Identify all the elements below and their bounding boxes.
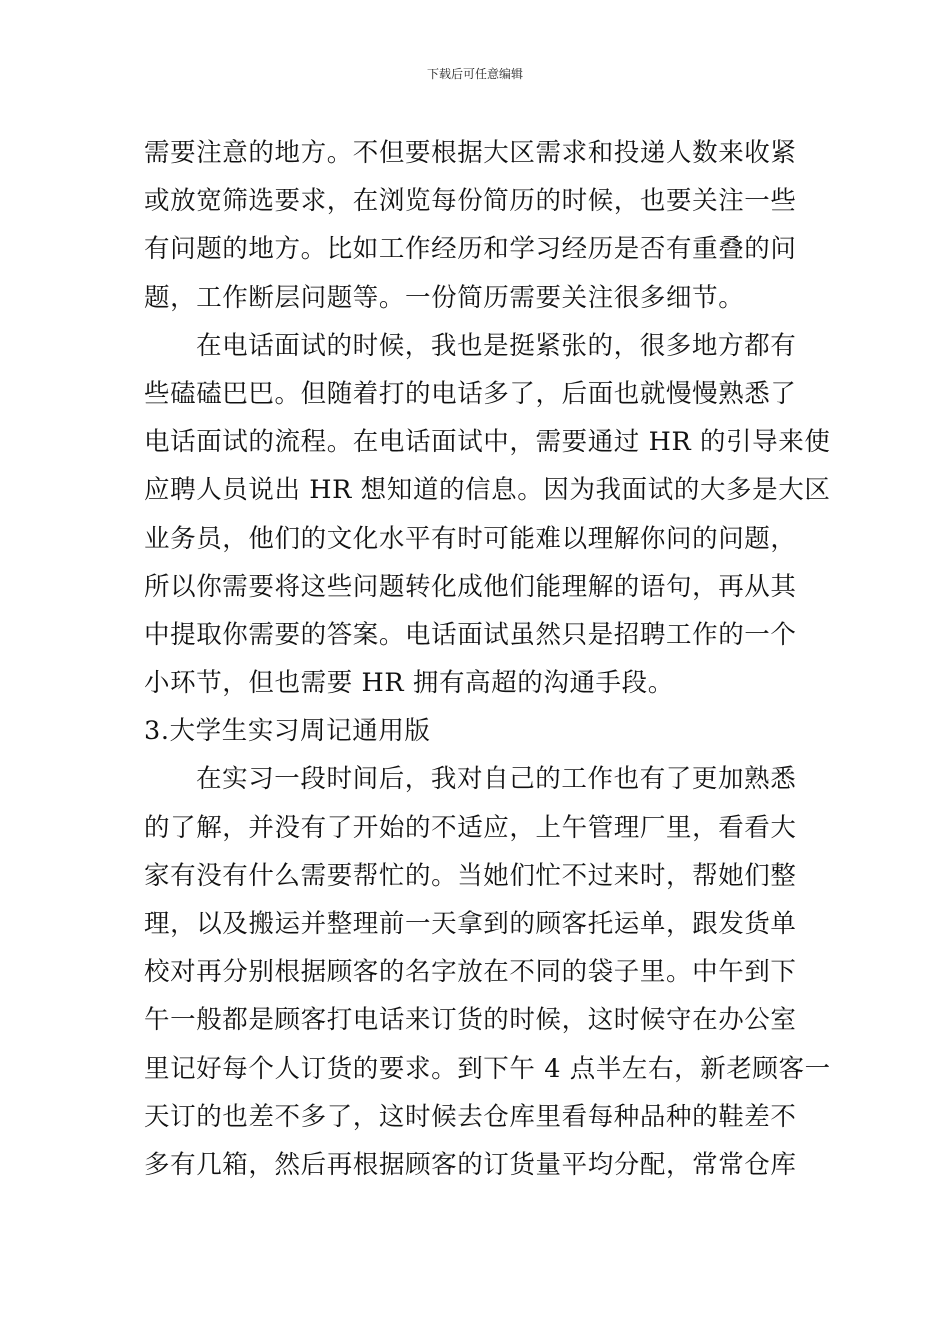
paragraph-line: 家有没有什么需要帮忙的。当她们忙不过来时，帮她们整	[144, 860, 797, 891]
paragraph-line: 或放宽筛选要求，在浏览每份简历的时候，也要关注一些	[144, 186, 797, 217]
paragraph-line: 应聘人员说出 HR 想知道的信息。因为我面试的大多是大区	[144, 475, 831, 506]
paragraph-line: 需要注意的地方。不但要根据大区需求和投递人数来收紧	[144, 138, 797, 168]
document-body	[144, 129, 831, 1189]
paragraph-line: 些磕磕巴巴。但随着打的电话多了，后面也就慢慢熟悉了	[144, 378, 797, 409]
paragraph-line: 的了解，并没有了开始的不适应，上午管理厂里，看看大	[144, 812, 797, 843]
page-header: 下载后可任意编辑	[426, 67, 523, 81]
paragraph-line: 多有几箱，然后再根据顾客的订货量平均分配，常常仓库	[144, 1149, 797, 1180]
section-heading: 3.大学生实习周记通用版	[144, 716, 431, 747]
paragraph-line: 有问题的地方。比如工作经历和学习经历是否有重叠的问	[144, 234, 797, 265]
paragraph-line: 天订的也差不多了，这时候去仓库里看每种品种的鞋差不	[144, 1101, 797, 1132]
paragraph-line: 午一般都是顾客打电话来订货的时候，这时候守在办公室	[144, 1005, 797, 1036]
paragraph-line: 题，工作断层问题等。一份简历需要关注很多细节。	[144, 282, 745, 313]
paragraph-line: 电话面试的流程。在电话面试中，需要通过 HR 的引导来使	[144, 427, 831, 458]
paragraph-line: 校对再分别根据顾客的名字放在不同的袋子里。中午到下	[144, 957, 797, 988]
paragraph-line: 里记好每个人订货的要求。到下午 4 点半左右，新老顾客一	[144, 1053, 831, 1084]
paragraph-line: 小环节，但也需要 HR 拥有高超的沟通手段。	[144, 668, 674, 699]
paragraph-line: 理，以及搬运并整理前一天拿到的顾客托运单，跟发货单	[144, 909, 797, 939]
paragraph-line: 所以你需要将这些问题转化成他们能理解的语句，再从其	[144, 571, 797, 602]
paragraph-line: 中提取你需要的答案。电话面试虽然只是招聘工作的一个	[144, 619, 797, 650]
paragraph-first-line: 在电话面试的时候，我也是挺紧张的，很多地方都有	[196, 330, 797, 361]
paragraph-first-line: 在实习一段时间后，我对自己的工作也有了更加熟悉	[196, 764, 797, 795]
paragraph-line: 业务员，他们的文化水平有时可能难以理解你问的问题，	[144, 523, 797, 554]
